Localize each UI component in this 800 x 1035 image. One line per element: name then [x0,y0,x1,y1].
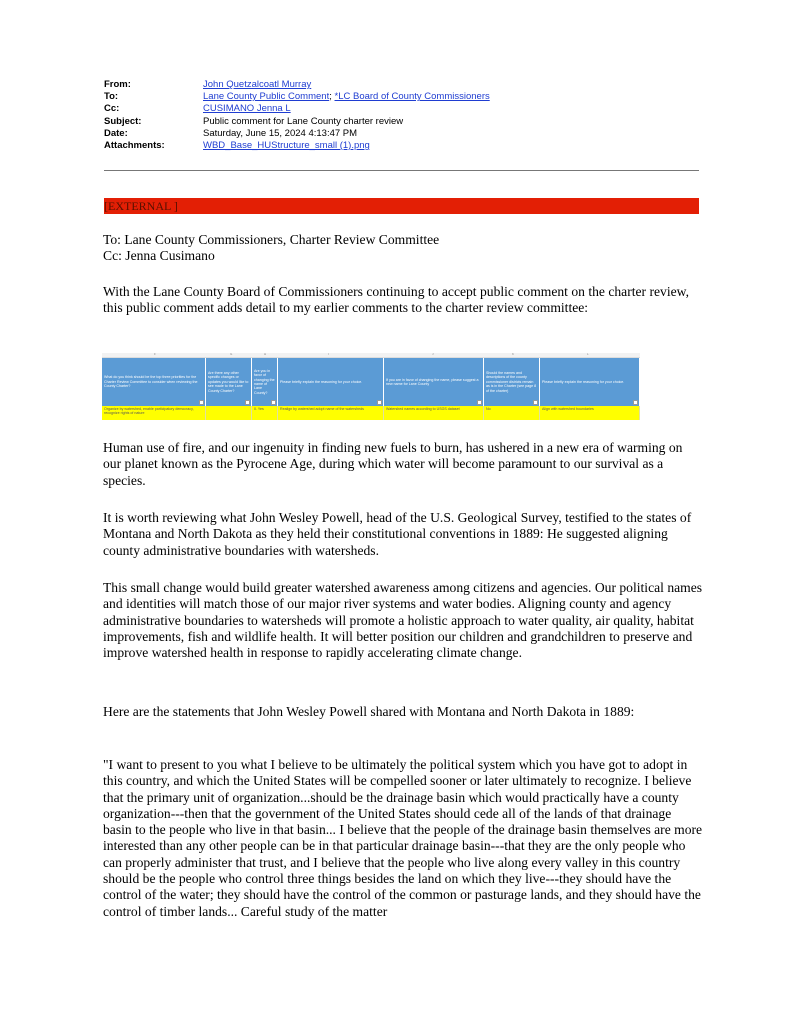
paragraph-1 [103,284,703,317]
header-row [102,358,640,406]
col-letter: F [154,352,156,356]
paragraph-5 [103,704,703,720]
paragraph-4 [103,580,703,661]
data-cell: 0. Yes [252,406,278,420]
data-cell: Realign by watershed adopt name of the watersheds [278,406,384,420]
header-cell-text: What do you think should be the top three priorities for the Charter Review Committee to consider when reviewing the County Charter? [104,375,198,389]
to-link-board[interactable]: *LC Board of County Commissioners [334,91,490,103]
paragraph-2-text: Human use of fire, and our ingenuity in finding new fuels to burn, has ushered in a new era of warming on our planet known as the Pyrocene Age, during which water will become paramount to our survival as a species. [103,440,683,488]
header-cell [278,358,384,406]
from-link[interactable]: John Quetzalcoatl Murray [203,79,312,90]
filter-dropdown-icon[interactable] [533,400,538,405]
attachment-link[interactable]: WBD_Base_HUStructure_small (1).png [203,140,370,152]
header-cell-text: If you are in favor of changing the name, please suggest a new name for Lane County [386,377,479,386]
paragraph-1-text: With the Lane County Board of Commissioners continuing to accept public comment on the charter review, this public comment adds detail to my earlier comments to the charter review committee: [103,284,689,316]
date-value: Saturday, June 15, 2024 4:13:47 PM [203,127,358,139]
data-cell: Align with watershed boundaries [540,406,640,420]
from-label: From: [104,79,131,90]
data-row [102,406,640,420]
data-cell: Organize by watershed, enable participatory democracy, recognize rights of nature [102,406,206,420]
data-cell [206,406,252,420]
salutation-to: To: Lane County Commissioners, Charter Review Committee [103,232,440,247]
col-letter: H [264,352,267,356]
filter-dropdown-icon[interactable] [633,400,638,405]
paragraph-3 [103,510,703,559]
col-letter: G [230,352,233,356]
data-cell: Watershed names according to USGS dataset [384,406,484,420]
header-cell-text: Are there any other specific changes or updates you would like to see made to the Lane County Charter? [208,370,249,393]
cc-row [104,103,700,115]
email-header [104,79,700,152]
header-cell [206,358,252,406]
col-letter: K [512,352,515,356]
data-cell: No [484,406,540,420]
col-letter: J [432,352,434,356]
external-banner-text: [EXTERNAL ] [104,199,178,213]
filter-dropdown-icon[interactable] [377,400,382,405]
filter-dropdown-icon[interactable] [477,400,482,405]
salutation [103,232,703,265]
paragraph-6 [103,757,703,920]
subject-label: Subject: [104,115,142,127]
date-label: Date: [104,127,128,139]
header-cell-text: Are you in favor of changing the name of Lane County? [254,368,275,395]
attachments-label: Attachments: [104,140,165,152]
subject-value: Public comment for Lane County charter review [203,115,404,127]
filter-dropdown-icon[interactable] [271,400,276,405]
col-letter: I [328,352,329,356]
header-cell [540,358,640,406]
to-link-public-comment[interactable]: Lane County Public Comment [203,91,330,103]
to-label: To: [104,91,119,103]
date-row [104,128,700,140]
from-row [104,79,700,91]
header-cell-text: Please briefly explain the reasoning for your choice. [542,379,625,384]
subject-row [104,116,700,128]
header-cell [484,358,540,406]
header-divider [104,170,699,171]
cc-link[interactable]: CUSIMANO Jenna L [203,103,291,115]
cc-label: Cc: [104,103,120,115]
filter-dropdown-icon[interactable] [245,400,250,405]
external-banner [104,198,699,214]
paragraph-4-text: This small change would build greater watershed awareness among citizens and agencies. Our political names and identities will match those of our major river systems and water bodies. Aligning county and agency administrative boundaries to watersheds will promote a holistic approach to water quality, air quality, habitat improvements, fish and wildlife health. It will better position our children and grandchildren to preserve and improve watershed health in response to rapidly accelerating climate change. [103,580,703,661]
col-letter: L [587,352,589,356]
spreadsheet-screenshot [102,353,640,420]
header-cell [102,358,206,406]
paragraph-2 [103,440,703,489]
paragraph-3-text: It is worth reviewing what John Wesley Powell, head of the U.S. Geological Survey, testified to the states of Montana and North Dakota as they held their constitutional conventions in 1889: He suggested aligning county administrative boundaries with watersheds. [103,510,692,558]
header-cell [384,358,484,406]
header-cell-text: Please briefly explain the reasoning for your choice. [280,379,363,384]
paragraph-5-text: Here are the statements that John Wesley Powell shared with Montana and North Dakota in 1889: [103,704,635,719]
filter-dropdown-icon[interactable] [199,400,204,405]
to-separator: ; [329,91,332,103]
attachments-row [104,140,700,152]
header-cell [252,358,278,406]
paragraph-6-text: "I want to present to you what I believe to be ultimately the political system which you have got to adopt in this country, and which the United States will be compelled sooner or later ultimately to recognize. I believe that the primary unit of organization...should be the drainage basin which would practically have a county organization---then that the government of the United States should cede all of the lands of that drainage basin to the people who live in that basin... I believe that the people of the drainage basin themselves are more interested than any other people can be in that particular drainage basin---that they are the only people who can properly administer that trust, and I believe that the people who live along every valley in this country should be the people who control three things besides the land on which they live---they should have the control of the water; they should have the control of the common or pasturage lands, and they should have the control of timber lands... Careful study of the matter [103,757,703,919]
header-cell-text: Should the names and descriptions of the county commissioner districts remain as is in the Charter (see page 8 of the charter) [486,370,537,393]
to-row [104,91,700,103]
salutation-cc: Cc: Jenna Cusimano [103,248,215,264]
